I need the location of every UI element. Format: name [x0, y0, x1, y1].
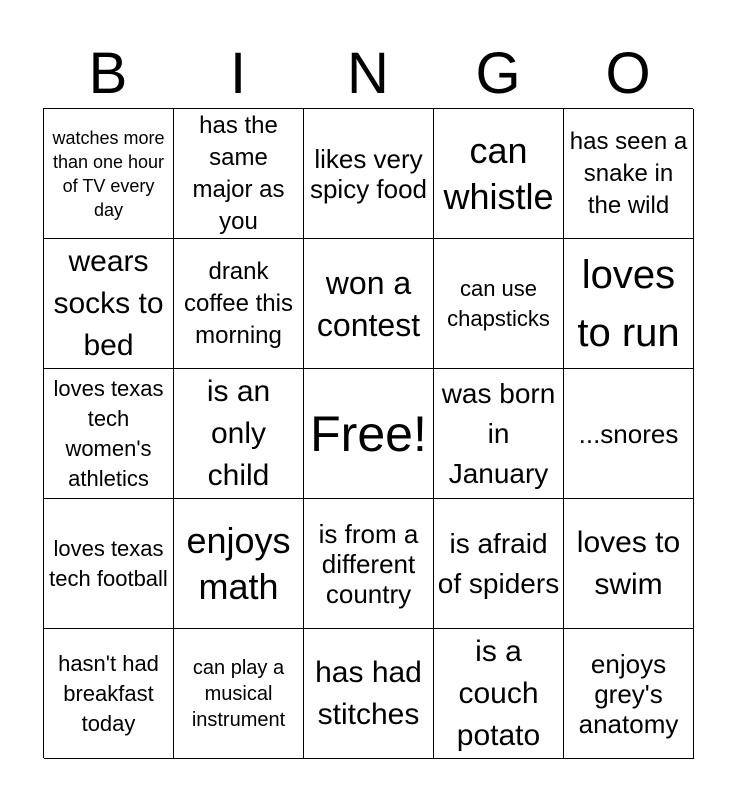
bingo-cell-r4-c1[interactable]: [174, 629, 304, 759]
cell-text: has had stitches: [315, 655, 422, 731]
bingo-cell-r1-c2[interactable]: [304, 239, 434, 369]
free-space[interactable]: [304, 369, 434, 499]
bingo-cell-r1-c0[interactable]: [44, 239, 174, 369]
bingo-cell-r3-c2[interactable]: [304, 499, 434, 629]
bingo-cell-r3-c3[interactable]: [434, 499, 564, 629]
cell-text: won a contest: [316, 264, 421, 343]
bingo-cell-r2-c3[interactable]: [434, 369, 564, 499]
cell-text: is an only child: [206, 374, 271, 492]
bingo-cell-r0-c4[interactable]: [564, 109, 694, 239]
cell-text: loves texas tech football: [49, 535, 168, 591]
bingo-cell-r2-c4[interactable]: [564, 369, 694, 499]
bingo-cell-r1-c4[interactable]: [564, 239, 694, 369]
cell-text: enjoys math: [186, 519, 291, 607]
cell-text: loves to run: [577, 252, 680, 355]
cell-text: wears socks to bed: [53, 244, 164, 362]
cell-text: likes very spicy food: [309, 143, 428, 204]
header-letter-o: O: [605, 41, 651, 106]
cell-text: loves to swim: [576, 525, 681, 601]
cell-text: drank coffee this morning: [184, 257, 293, 349]
cell-text: is afraid of spiders: [437, 527, 560, 599]
cell-text: can whistle: [443, 129, 554, 217]
bingo-header: [43, 40, 693, 108]
bingo-cell-r0-c1[interactable]: [174, 109, 304, 239]
cell-text: watches more than one hour of TV every day: [52, 127, 165, 220]
cell-text: hasn't had breakfast today: [58, 650, 159, 736]
bingo-cell-r4-c0[interactable]: [44, 629, 174, 759]
cell-text: ...snores: [578, 418, 679, 449]
cell-text: is a couch potato: [456, 634, 541, 752]
header-letter-i: I: [229, 41, 247, 106]
bingo-cell-r1-c3[interactable]: [434, 239, 564, 369]
bingo-cell-r3-c0[interactable]: [44, 499, 174, 629]
header-letter-n: N: [347, 41, 389, 106]
header-letter-g: G: [475, 41, 521, 106]
bingo-cell-r1-c1[interactable]: [174, 239, 304, 369]
bingo-cell-r3-c1[interactable]: [174, 499, 304, 629]
bingo-cell-r2-c1[interactable]: [174, 369, 304, 499]
bingo-grid: [43, 108, 693, 758]
bingo-cell-r4-c2[interactable]: [304, 629, 434, 759]
bingo-cell-r0-c3[interactable]: [434, 109, 564, 239]
cell-text: has the same major as you: [192, 111, 285, 235]
bingo-cell-r4-c3[interactable]: [434, 629, 564, 759]
cell-text: was born in January: [441, 377, 556, 489]
cell-text: has seen a snake in the wild: [569, 127, 688, 219]
bingo-cell-r0-c2[interactable]: [304, 109, 434, 239]
bingo-cell-r3-c4[interactable]: [564, 499, 694, 629]
cell-text: can use chapsticks: [447, 275, 550, 331]
bingo-cell-r2-c0[interactable]: [44, 369, 174, 499]
header-letter-b: B: [88, 41, 128, 106]
bingo-cell-r4-c4[interactable]: [564, 629, 694, 759]
free-space-text: Free!: [310, 405, 427, 462]
cell-text: loves texas tech women's athletics: [53, 375, 164, 491]
bingo-cell-r0-c0[interactable]: [44, 109, 174, 239]
cell-text: can play a musical instrument: [191, 656, 286, 731]
cell-text: enjoys grey's anatomy: [578, 648, 679, 739]
cell-text: is from a different country: [318, 518, 419, 609]
